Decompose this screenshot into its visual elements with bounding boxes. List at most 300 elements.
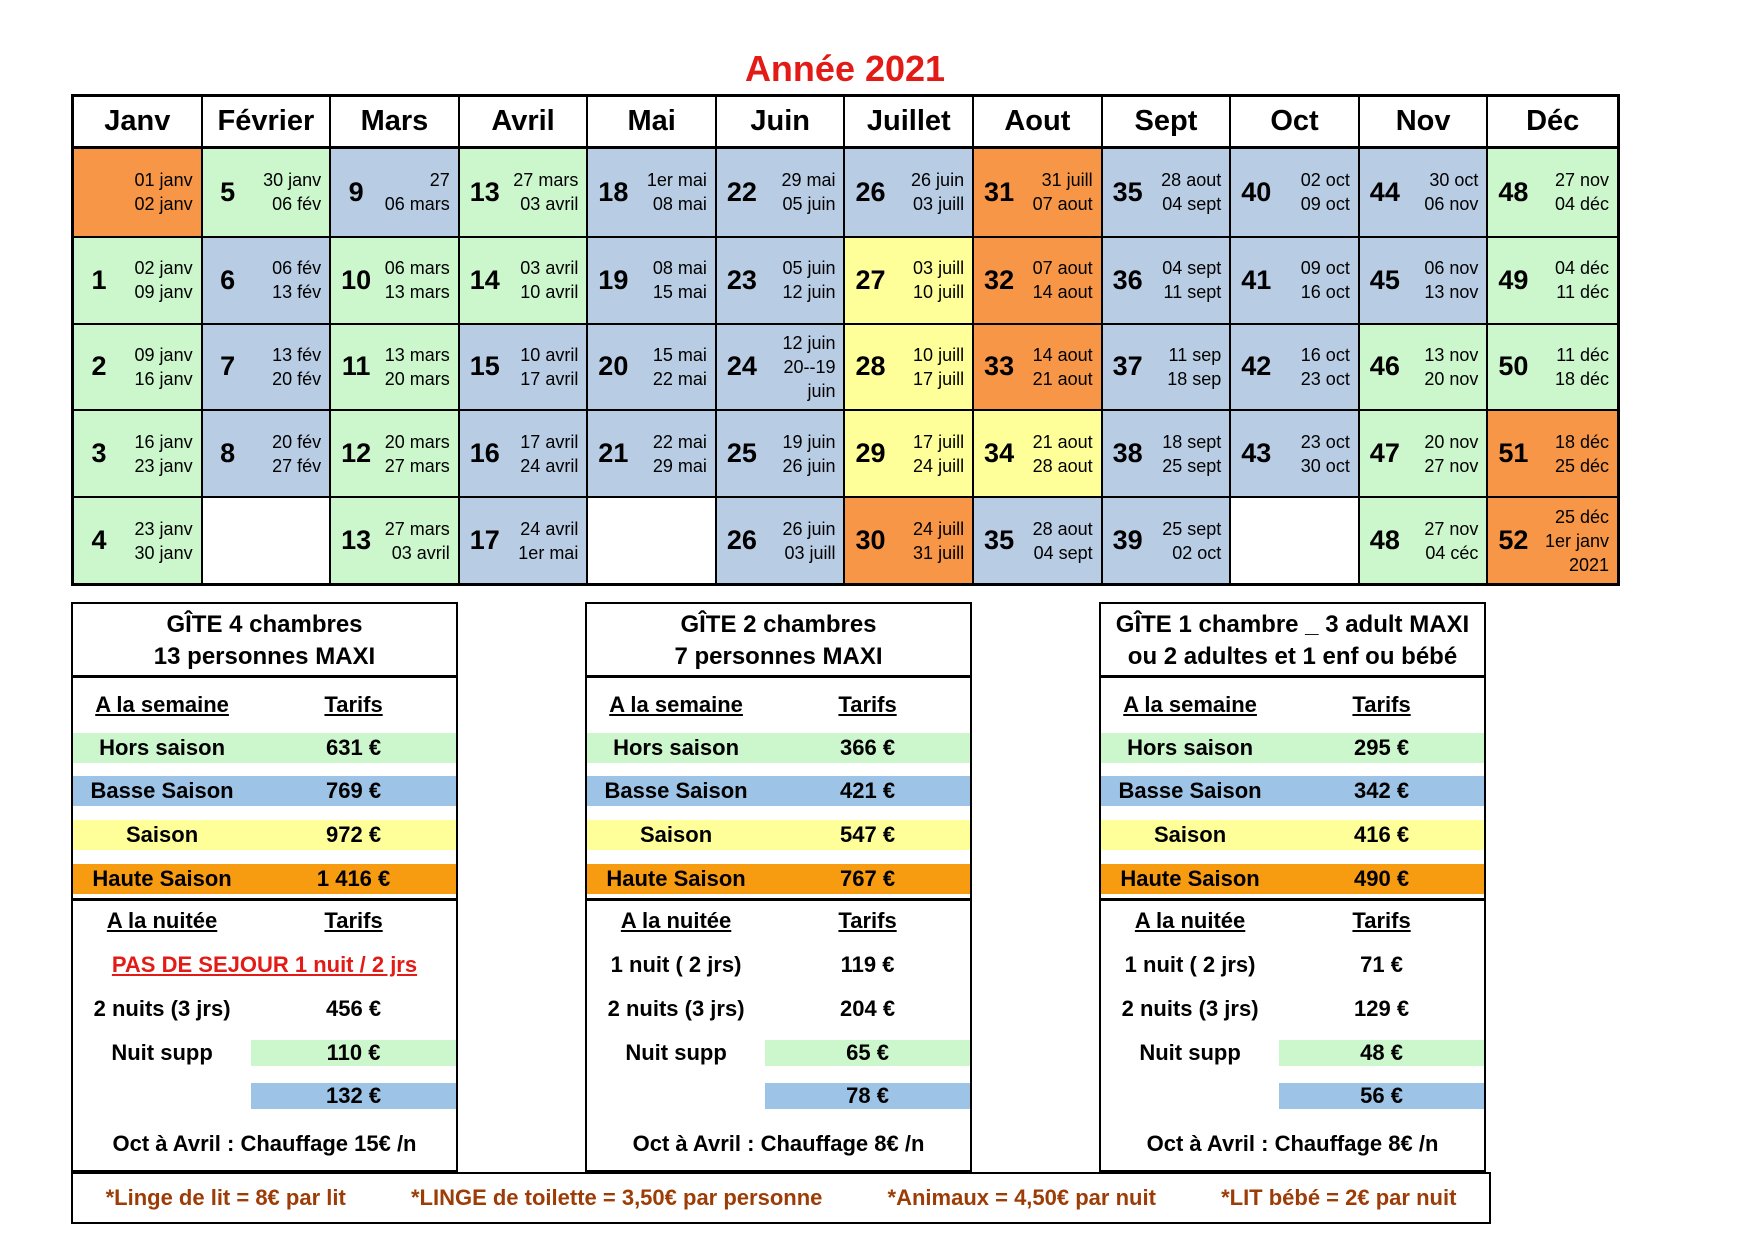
tariff-row [587, 864, 970, 894]
week-number: 29 [855, 438, 886, 469]
chauffage-note: Oct à Avril : Chauffage 8€ /n [632, 1131, 925, 1156]
week-date-line: 2021 [1568, 554, 1609, 575]
tariff-value: 65 € [765, 1040, 970, 1066]
week-cell [845, 409, 974, 496]
week-date-line: 03 juill [913, 194, 965, 215]
week-dates [1410, 430, 1487, 478]
gite-4-chambres-box [71, 602, 458, 1172]
week-cell [1488, 149, 1617, 236]
week-date-line: 10 avril [520, 344, 579, 365]
week-dates [381, 430, 458, 478]
week-date-line: 21 aout [1032, 368, 1093, 389]
week-date-line: 03 avril [520, 258, 579, 279]
tariff-label: Nuit supp [111, 1040, 213, 1065]
week-date-line: 24 juill [913, 518, 965, 539]
week-number: 45 [1369, 264, 1400, 295]
week-date-line: 23 oct [1300, 368, 1350, 389]
week-dates [253, 430, 330, 478]
week-date-line: 25 sept [1162, 518, 1222, 539]
week-cell [1103, 409, 1232, 496]
tariff-label: Basse Saison [90, 778, 234, 803]
week-dates [1153, 343, 1230, 391]
week-dates [1410, 517, 1487, 565]
week-number: 43 [1241, 438, 1272, 469]
week-date-line: 16 janv [134, 431, 193, 452]
footer-note-linge-lit: *Linge de lit = 8€ par lit [105, 1185, 346, 1210]
tariff-row [1101, 690, 1484, 720]
tariff-value: 119 € [840, 952, 895, 977]
week-number: 23 [726, 264, 757, 295]
week-number: 48 [1369, 525, 1400, 556]
week-date-line: 13 fév [272, 282, 322, 303]
week-date-line: 30 oct [1429, 170, 1479, 191]
week-date-line: 15 mai [652, 282, 707, 303]
week-number: 17 [469, 525, 500, 556]
month-header: Sept [1103, 97, 1232, 149]
tariff-label: Nuit supp [625, 1040, 727, 1065]
tariff-label: 1 nuit ( 2 jrs) [1124, 952, 1256, 977]
week-date-line: 18 déc [1554, 368, 1609, 389]
tariff-value: 490 € [1354, 866, 1410, 891]
week-date-line: 11 déc [1556, 344, 1609, 365]
week-dates [1024, 256, 1101, 304]
tariff-row [1101, 820, 1484, 850]
week-dates [1410, 256, 1487, 304]
tariff-label: A la nuitée [620, 908, 732, 933]
week-dates [124, 517, 201, 565]
week-number: 24 [726, 351, 757, 382]
tariff-label: A la semaine [1123, 692, 1257, 717]
week-cell [974, 323, 1103, 410]
footer-note-linge-toilette: *LINGE de toilette = 3,50€ par personne [410, 1185, 823, 1210]
week-number: 6 [220, 264, 236, 295]
week-cell [1231, 149, 1360, 236]
gite-title [587, 604, 970, 678]
tariff-row [73, 690, 456, 720]
tariff-row [73, 1081, 456, 1111]
tariff-label: Nuit supp [1139, 1040, 1241, 1065]
week-dates [1153, 517, 1230, 565]
tariff-value: 132 € [251, 1083, 456, 1109]
week-date-line: 29 mai [652, 455, 707, 476]
week-cell [331, 323, 460, 410]
week-dates [510, 517, 587, 565]
week-number: 42 [1241, 351, 1272, 382]
week-number: 9 [348, 176, 364, 207]
month-header: Juillet [845, 97, 974, 149]
footer-note-animaux: *Animaux = 4,50€ par nuit [887, 1185, 1156, 1210]
week-number: 51 [1498, 438, 1529, 469]
week-date-line: 16 oct [1300, 344, 1350, 365]
week-date-line: juin [807, 380, 836, 401]
week-dates [1281, 256, 1358, 304]
week-date-line: 11 sep [1168, 344, 1222, 365]
tariff-value: 78 € [765, 1083, 970, 1109]
week-dates [1410, 343, 1487, 391]
week-cell [588, 409, 717, 496]
gite-1-chambre-box [1099, 602, 1486, 1172]
week-date-line: 21 aout [1032, 431, 1093, 452]
week-cell [974, 236, 1103, 323]
week-date-line: 03 avril [520, 194, 579, 215]
week-date-line: 27 mars [513, 170, 579, 191]
tariff-row [587, 1038, 970, 1068]
tariff-label: 2 nuits (3 jrs) [93, 996, 231, 1021]
week-dates [510, 343, 587, 391]
tariff-label: Haute Saison [92, 866, 232, 891]
week-date-line: 07 aout [1032, 194, 1093, 215]
week-number: 11 [341, 351, 371, 382]
week-date-line: 18 sept [1162, 431, 1222, 452]
tariff-value: 110 € [251, 1040, 456, 1066]
tariff-label: A la semaine [609, 692, 743, 717]
week-dates [1410, 168, 1487, 216]
week-dates [124, 343, 201, 391]
week-date-line: 20 mars [384, 368, 450, 389]
week-number: 39 [1112, 525, 1143, 556]
week-dates [1153, 168, 1230, 216]
week-date-line: 02 janv [134, 194, 193, 215]
week-dates [638, 343, 715, 391]
tariff-row [73, 864, 456, 894]
week-number: 2 [91, 351, 107, 382]
week-number: 41 [1241, 264, 1272, 295]
tariff-row [1101, 994, 1484, 1024]
week-date-line: 09 oct [1300, 258, 1350, 279]
week-cell [845, 149, 974, 236]
week-number: 32 [984, 264, 1015, 295]
tariff-label: Haute Saison [1120, 866, 1260, 891]
week-date-line: 27 nov [1424, 518, 1479, 539]
week-number: 10 [341, 264, 372, 295]
month-header: Juin [717, 97, 846, 149]
week-cell [845, 236, 974, 323]
week-date-line: 08 mai [652, 194, 707, 215]
tariff-row [1101, 906, 1484, 936]
week-date-line: 27 [429, 170, 450, 191]
week-cell [74, 236, 203, 323]
week-date-line: 12 juin [782, 282, 836, 303]
tariff-row [587, 820, 970, 850]
week-cell [203, 409, 332, 496]
week-cell [74, 323, 203, 410]
tariff-value: Tarifs [838, 908, 897, 933]
tariff-value: 631 € [326, 735, 382, 760]
week-number: 22 [726, 176, 757, 207]
week-cell [331, 409, 460, 496]
week-cell [460, 496, 589, 583]
tariff-value: 56 € [1279, 1083, 1484, 1109]
week-date-line: 09 janv [134, 282, 193, 303]
week-date-line: 10 juill [913, 344, 965, 365]
week-dates [767, 256, 844, 304]
week-number: 21 [598, 438, 629, 469]
tariff-value: 295 € [1354, 735, 1410, 760]
week-dates [381, 517, 458, 565]
week-cell [717, 323, 846, 410]
week-date-line: 16 janv [134, 368, 193, 389]
gite-subtitle-line: 7 personnes MAXI [674, 643, 883, 670]
tariff-label: 2 nuits (3 jrs) [607, 996, 745, 1021]
week-number: 15 [469, 351, 500, 382]
week-date-line: 03 juill [913, 258, 965, 279]
week-date-line: 1er mai [646, 170, 707, 191]
week-number: 26 [726, 525, 757, 556]
week-dates [381, 343, 458, 391]
week-dates [895, 256, 972, 304]
tariff-row [73, 1038, 456, 1068]
tariff-label: A la semaine [95, 692, 229, 717]
week-number: 3 [91, 438, 107, 469]
week-dates [510, 168, 587, 216]
week-date-line: 17 avril [520, 431, 579, 452]
week-date-line: 04 sept [1162, 194, 1222, 215]
week-date-line: 13 fév [272, 344, 322, 365]
week-cell [1231, 496, 1360, 583]
gite-2-chambres-box [585, 602, 972, 1172]
week-cell [1488, 496, 1617, 583]
week-cell [460, 236, 589, 323]
week-date-line: 03 juill [784, 542, 836, 563]
week-cell [331, 149, 460, 236]
week-number: 14 [469, 264, 500, 295]
month-header: Février [203, 97, 332, 149]
week-dates [381, 256, 458, 304]
week-cell [974, 149, 1103, 236]
week-cell [203, 323, 332, 410]
week-number: 50 [1498, 351, 1529, 382]
week-date-line: 22 mai [652, 368, 707, 389]
week-number: 20 [598, 351, 629, 382]
chauffage-note: Oct à Avril : Chauffage 15€ /n [112, 1131, 417, 1156]
week-date-line: 19 juin [782, 431, 836, 452]
week-cell [588, 323, 717, 410]
week-cell [1231, 236, 1360, 323]
week-date-line: 27 mars [384, 455, 450, 476]
week-cell [1103, 496, 1232, 583]
tariff-row [587, 906, 970, 936]
tariff-value: 769 € [326, 778, 382, 803]
week-date-line: 27 nov [1554, 170, 1609, 191]
week-date-line: 28 aout [1161, 170, 1222, 191]
week-cell [74, 149, 203, 236]
week-date-line: 20 nov [1424, 431, 1479, 452]
week-date-line: 15 mai [652, 344, 707, 365]
week-date-line: 20 fév [272, 431, 322, 452]
week-date-line: 25 sept [1162, 455, 1222, 476]
week-date-line: 26 juin [911, 170, 965, 191]
week-date-line: 13 nov [1424, 282, 1479, 303]
tariff-row [1101, 1038, 1484, 1068]
week-date-line: 06 fév [272, 258, 322, 279]
week-number: 33 [984, 351, 1015, 382]
week-cell [1231, 323, 1360, 410]
week-dates [1538, 430, 1617, 478]
week-dates [381, 168, 458, 216]
week-date-line: 30 janv [134, 542, 193, 563]
tariff-value: 1 416 € [316, 866, 391, 891]
week-number: 19 [598, 264, 629, 295]
tariff-label: Hors saison [613, 735, 740, 760]
tariff-row [1101, 864, 1484, 894]
week-dates [767, 517, 844, 565]
week-date-line: 17 juill [913, 431, 965, 452]
week-number: 4 [91, 525, 107, 556]
week-date-line: 24 avril [520, 518, 579, 539]
week-dates [1024, 517, 1101, 565]
week-date-line: 06 nov [1424, 258, 1479, 279]
week-date-line: 22 mai [652, 431, 707, 452]
week-dates [510, 256, 587, 304]
tariff-value: 547 € [840, 822, 896, 847]
week-number: 8 [220, 438, 236, 469]
week-date-line: 11 sept [1163, 282, 1222, 303]
week-dates [124, 430, 201, 478]
tariff-row [1101, 950, 1484, 980]
week-dates [253, 168, 330, 216]
tariff-row [1101, 1081, 1484, 1111]
week-date-line: 30 janv [263, 170, 322, 191]
week-date-line: 04 déc [1554, 194, 1609, 215]
month-header: Aout [974, 97, 1103, 149]
week-number: 49 [1498, 264, 1529, 295]
tariff-value: Tarifs [324, 908, 383, 933]
week-dates [1538, 343, 1617, 391]
week-date-line: 01 janv [134, 170, 193, 191]
gite-title [73, 604, 456, 678]
week-cell [845, 323, 974, 410]
week-date-line: 02 janv [134, 258, 193, 279]
week-dates [253, 256, 330, 304]
tariff-row [73, 733, 456, 763]
tariff-value: 366 € [840, 735, 896, 760]
tariff-label: A la nuitée [106, 908, 218, 933]
week-number: 13 [469, 176, 500, 207]
week-date-line: 23 janv [134, 455, 193, 476]
week-number: 5 [220, 176, 236, 207]
week-cell [203, 236, 332, 323]
tariff-label: Saison [640, 822, 713, 847]
week-date-line: 06 nov [1424, 194, 1479, 215]
week-date-line: 20 nov [1424, 368, 1479, 389]
week-cell [588, 236, 717, 323]
week-date-line: 30 oct [1300, 455, 1350, 476]
week-date-line: 29 mai [781, 170, 836, 191]
week-date-line: 06 fév [272, 194, 322, 215]
week-dates [1153, 256, 1230, 304]
week-dates [1024, 343, 1101, 391]
month-header: Oct [1231, 97, 1360, 149]
week-number: 13 [341, 525, 372, 556]
tariff-value: Tarifs [1352, 692, 1411, 717]
week-cell [588, 496, 717, 583]
week-date-line: 05 juin [782, 258, 836, 279]
tariff-value: 767 € [840, 866, 896, 891]
week-dates [895, 168, 972, 216]
tariff-row [73, 906, 456, 936]
week-dates [1024, 168, 1101, 216]
week-date-line: 13 mars [384, 282, 450, 303]
tariff-value: 456 € [326, 996, 382, 1021]
week-dates [253, 343, 330, 391]
week-number: 48 [1498, 176, 1529, 207]
week-number: 52 [1498, 525, 1529, 556]
week-number: 18 [598, 176, 629, 207]
week-date-line: 14 aout [1032, 282, 1093, 303]
week-date-line: 08 mai [652, 258, 707, 279]
week-number: 16 [469, 438, 500, 469]
week-cell [1488, 409, 1617, 496]
week-cell [1103, 323, 1232, 410]
tariff-label: Haute Saison [606, 866, 746, 891]
month-header: Mai [588, 97, 717, 149]
week-date-line: 27 mars [384, 518, 450, 539]
week-date-line: 14 aout [1032, 344, 1093, 365]
week-number: 7 [220, 351, 236, 382]
week-date-line: 25 déc [1554, 455, 1609, 476]
week-cell [1488, 323, 1617, 410]
week-date-line: 23 janv [134, 518, 193, 539]
week-date-line: 04 sept [1033, 542, 1093, 563]
week-cell [717, 409, 846, 496]
tariff-row [73, 950, 456, 980]
week-cell [203, 149, 332, 236]
calendar-grid [71, 94, 1620, 586]
tariff-label: A la nuitée [1134, 908, 1246, 933]
week-date-line: 20 fév [272, 368, 322, 389]
tariff-row [587, 776, 970, 806]
week-cell [588, 149, 717, 236]
week-cell [1103, 236, 1232, 323]
week-cell [717, 149, 846, 236]
tariff-row [73, 994, 456, 1024]
footer-notes [71, 1172, 1491, 1224]
tariff-label: Hors saison [1127, 735, 1254, 760]
week-date-line: 09 janv [134, 344, 193, 365]
tariff-label: Basse Saison [1118, 778, 1262, 803]
week-date-line: 02 oct [1300, 170, 1350, 191]
week-cell [1360, 323, 1489, 410]
week-dates [1281, 168, 1358, 216]
week-number: 25 [726, 438, 757, 469]
week-date-line: 27 nov [1424, 455, 1479, 476]
week-date-line: 07 aout [1032, 258, 1093, 279]
week-cell [460, 409, 589, 496]
week-date-line: 13 nov [1424, 344, 1479, 365]
week-date-line: 28 aout [1032, 455, 1093, 476]
week-date-line: 24 avril [520, 455, 579, 476]
tariff-value: 71 € [1360, 952, 1403, 977]
week-dates [767, 331, 844, 403]
week-cell [1231, 409, 1360, 496]
month-header: Déc [1488, 97, 1617, 149]
week-number: 30 [855, 525, 886, 556]
week-date-line: 20 mars [384, 431, 450, 452]
week-date-line: 18 déc [1554, 431, 1609, 452]
chauffage-note: Oct à Avril : Chauffage 8€ /n [1146, 1131, 1439, 1156]
month-header: Nov [1360, 97, 1489, 149]
week-number: 47 [1369, 438, 1400, 469]
week-dates [638, 430, 715, 478]
week-date-line: 11 déc [1556, 282, 1609, 303]
gite-title-line: GÎTE 1 chambre _ 3 adult MAXI [1115, 611, 1470, 638]
week-cell [1103, 149, 1232, 236]
week-date-line: 06 mars [384, 194, 450, 215]
week-dates [124, 168, 201, 216]
tariff-label: Saison [126, 822, 199, 847]
week-dates [1281, 343, 1358, 391]
gite-subtitle-line: 13 personnes MAXI [153, 643, 376, 670]
